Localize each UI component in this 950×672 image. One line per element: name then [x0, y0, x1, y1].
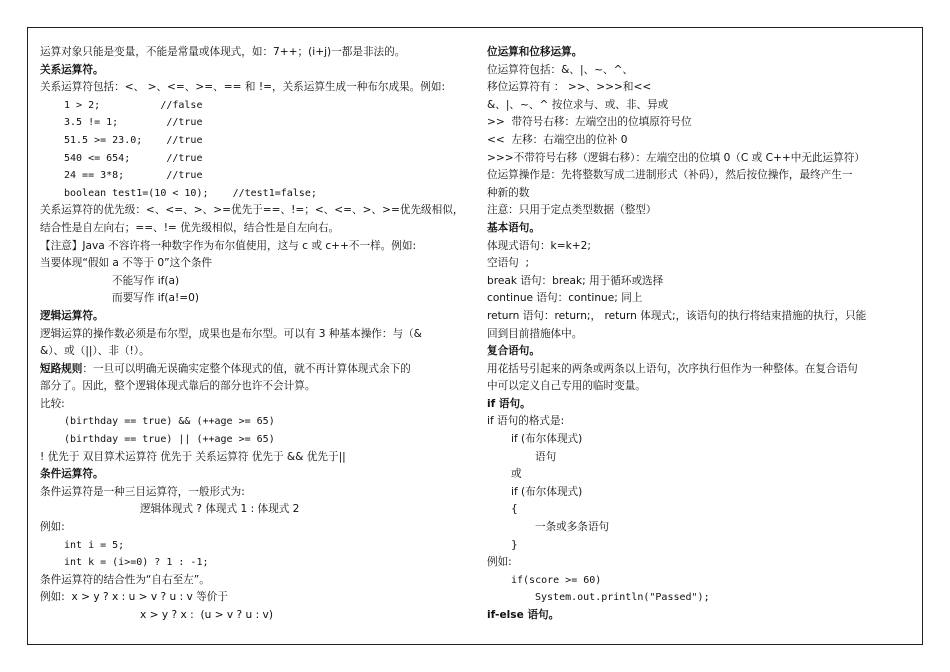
text-line: 而要写作 if(a!=0): [112, 292, 200, 305]
text-line: 用花括号引起来的两条或两条以上语句，次序执行但作为一种整体。在复合语句: [487, 362, 858, 375]
section-heading: 基本语句。: [487, 221, 540, 234]
text-line: 24 == 3*8; //true: [64, 170, 203, 182]
text-line: 回到目前措施体中。: [487, 327, 583, 340]
text-line: >>>不带符号右移（逻辑右移）：左端空出的位填 0（C 或 C++中无此运算符）: [487, 151, 865, 164]
text-line: 1 > 2; //false: [64, 99, 203, 111]
text-line: 种新的数: [487, 186, 530, 199]
text-line: System.out.println("Passed");: [535, 592, 710, 604]
text-line: int i = 5;: [64, 539, 125, 551]
text-line: 3.5 != 1; //true: [64, 117, 203, 129]
text-line: 结合性是自左向右；==、!= 优先级相似，结合性是自左向右。: [40, 221, 340, 234]
section-heading: 关系运算符。: [40, 63, 104, 76]
text-line: (birthday == true) || (++age >= 65): [64, 434, 275, 446]
text-line: 条件运算符是一种三目运算符，一般形式为:: [40, 485, 245, 498]
text-line: 位运算符包括：&、|、~、^、: [487, 63, 634, 76]
text-line: 中可以定义自己专用的临时变量。: [487, 380, 646, 393]
text-line: << 左移：右端空出的位补 0: [487, 133, 628, 146]
right-column: [487, 44, 917, 625]
text-line: if (布尔体现式): [511, 485, 583, 498]
text-line: 逻辑体现式 ? 体现式 1 : 体现式 2: [140, 503, 300, 516]
text-line: 当要体现“假如 a 不等于 0”这个条件: [40, 257, 213, 270]
text-line: if(score >= 60): [511, 574, 602, 586]
text-line: 空语句 ;: [487, 257, 530, 270]
text-line: 逻辑运算的操作数必须是布尔型，成果也是布尔型。可以有 3 种基本操作：与（&: [40, 327, 422, 340]
text-line: 或: [511, 468, 522, 481]
text-line: 位运算操作是：先将整数写成二进制形式（补码），然后按位操作，最终产生一: [487, 169, 853, 182]
section-heading: 条件运算符。: [40, 468, 104, 481]
text-line: 短路规则：一旦可以明确无误确实定整个体现式的值，就不再计算体现式余下的: [40, 362, 411, 375]
text-line: break 语句：break; 用于循环或选择: [487, 274, 664, 287]
text-line: 例如:: [40, 521, 65, 534]
text-line: 关系运算符的优先级：<、<=、>、>=优先于==、!=；<、<=、>、>=优先级相似，: [40, 204, 464, 217]
left-column: [40, 44, 470, 625]
section-heading: 逻辑运算符。: [40, 309, 104, 322]
text-line: 不能写作 if(a): [112, 274, 180, 287]
text-line: 注意：只用于定点类型数据（整型）: [487, 204, 657, 217]
text-line: 【注意】Java 不容许将一种数字作为布尔值使用，这与 c 或 c++不一样。例如:: [40, 239, 417, 252]
text-line: 例如: x > y ? x : u > v ? u : v 等价于: [40, 591, 228, 604]
text-line: 一条或多条语句: [535, 521, 610, 534]
text-line: 例如:: [487, 556, 512, 569]
section-heading: if 语句。: [487, 397, 531, 410]
text-line: return 语句：return;， return 体现式;，该语句的执行将结束措施的执行，只能: [487, 309, 867, 322]
text-line: 540 <= 654; //true: [64, 152, 203, 164]
section-heading: if-else 语句。: [487, 609, 560, 621]
text-line: 关系运算符包括：<、 >、<=、>=、== 和 !=，关系运算生成一种布尔成果。例如:: [40, 81, 446, 94]
text-line: 条件运算符的结合性为“自右至左”。: [40, 573, 210, 586]
text-line: 运算对象只能是变量，不能是常量或体现式，如：7++；(i+j)一都是非法的。: [40, 46, 406, 58]
text-line: if (布尔体现式): [511, 433, 583, 446]
text-line: boolean test1=(10 < 10); //test1=false;: [64, 187, 317, 199]
text-line: 语句: [535, 450, 557, 463]
text-line: ! 优先于 双目算术运算符 优先于 关系运算符 优先于 && 优先于||: [40, 450, 346, 463]
text-line: continue 语句：continue; 同上: [487, 292, 643, 305]
text-line: {: [511, 503, 518, 516]
text-line: >> 带符号右移：左端空出的位填原符号位: [487, 116, 692, 129]
text-line: }: [511, 538, 518, 551]
text-line: x > y ? x : (u > v ? u : v): [140, 609, 273, 621]
text-line: 部分了。因此，整个逻辑体现式靠后的部分也许不会计算。: [40, 380, 316, 393]
text-line: int k = (i>=0) ? 1 : -1;: [64, 557, 209, 569]
text-line: 比较:: [40, 397, 65, 410]
section-heading: 复合语句。: [487, 345, 540, 358]
text-line: 51.5 >= 23.0; //true: [64, 134, 203, 146]
text-line: 体现式语句：k=k+2;: [487, 239, 591, 252]
section-heading: 位运算和位移运算。: [487, 46, 583, 58]
text-line: (birthday == true) && (++age >= 65): [64, 416, 275, 428]
text-line: 移位运算符有 ： >>、>>>和<<: [487, 81, 652, 94]
text-line: &）、或（||）、非（!）。: [40, 345, 150, 358]
text-line: &、|、~、^ 按位求与、或、非、异或: [487, 98, 669, 111]
text-line: if 语句的格式是:: [487, 415, 565, 428]
